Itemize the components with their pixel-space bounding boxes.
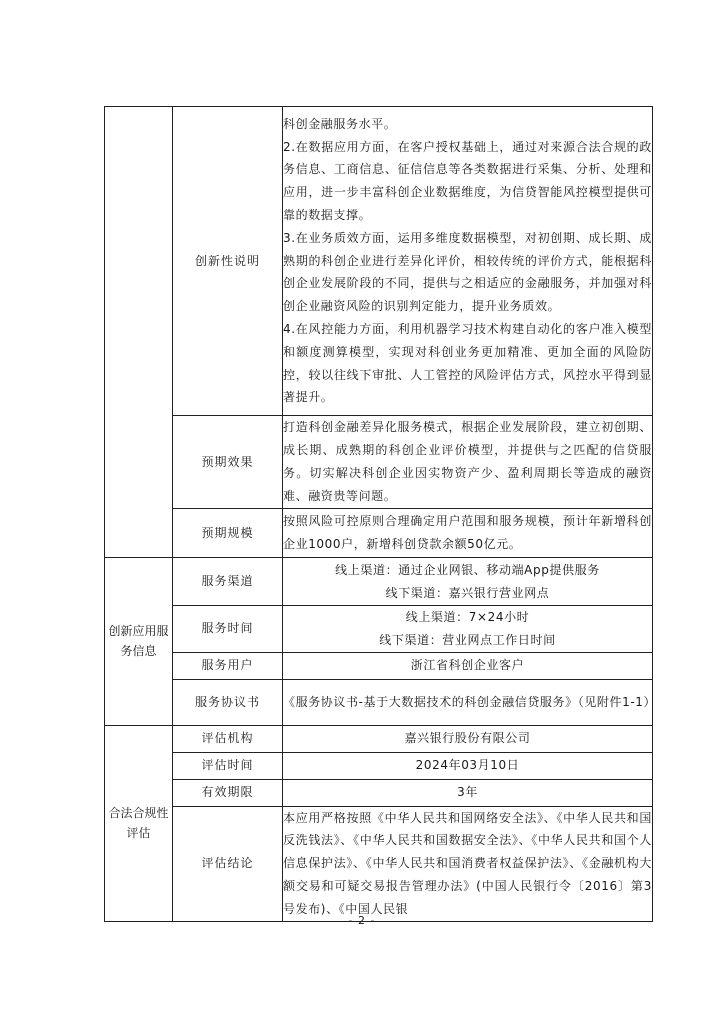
service-agreement-row: [105, 679, 653, 725]
service-agreement-label: 服务协议书: [173, 679, 283, 725]
service-time-content: [283, 606, 653, 653]
innovation-paragraph-2: 2.在数据应用方面，在客户授权基础上，通过对来源合法合规的政务信息、工商信息、征信信息等各类数据进行采集、分析、处理和应用，进一步丰富科创企业数据维度，为信贷智能风控模型提供可靠的数据支撑。: [283, 139, 652, 222]
compliance-org-text: 嘉兴银行股份有限公司: [283, 725, 653, 752]
service-info-group-label: 创新应用服务信息: [105, 558, 173, 726]
compliance-org-row: [105, 725, 653, 752]
expected-effect-label: 预期效果: [173, 416, 283, 509]
compliance-validity-text: 3年: [283, 779, 653, 806]
service-time-row: [105, 606, 653, 653]
innovation-paragraph-4: 4.在风控能力方面，利用机器学习技术构建自动化的客户准入模型和额度测算模型，实现对科创业务更加精准、更加全面的风险防控，较以往线下审批、人工管控的风险评估方式，风控水平得到显著提升。: [283, 321, 652, 405]
compliance-org-label: 评估机构: [173, 725, 283, 752]
service-users-text: 浙江省科创企业客户: [283, 652, 653, 679]
compliance-time-row: [105, 752, 653, 779]
compliance-group-label: 合法合规性评估: [105, 725, 173, 921]
service-channel-online: 线上渠道：通过企业网银、移动端App提供服务: [335, 562, 600, 577]
service-channel-content: [283, 558, 653, 606]
compliance-validity-label: 有效期限: [173, 779, 283, 806]
service-channel-row: [105, 558, 653, 606]
service-agreement-text: 《服务协议书-基于大数据技术的科创金融信贷服务》（见附件1-1）: [283, 679, 653, 725]
service-time-online: 线上渠道：7×24小时: [405, 610, 530, 624]
innovation-content: [283, 107, 653, 416]
compliance-conclusion-row: [105, 806, 653, 921]
expected-effect-text: 打造科创金融差异化服务模式，根据企业发展阶段，建立初创期、成长期、成熟期的科创企业评价模型，并提供与之匹配的信贷服务。切实解决科创企业因实物资产少、盈利周期长等造成的融资难、融资贵等问题。: [283, 416, 653, 509]
application-info-table: [104, 106, 657, 922]
compliance-time-label: 评估时间: [173, 752, 283, 779]
service-users-row: [105, 652, 653, 679]
compliance-conclusion-text: 本应用严格按照《中华人民共和国网络安全法》、《中华人民共和国反洗钱法》、《中华人民共和国数据安全法》、《中华人民共和国个人信息保护法》、《中华人民共和国消费者权益保护法》、《金融机构大额交易和可疑交易报告管理办法》(中国人民银行令〔2016〕第3号发布)、《中国人民银: [283, 806, 653, 921]
expected-effect-row: [105, 416, 653, 509]
innovation-row: [105, 107, 653, 416]
service-users-label: 服务用户: [173, 652, 283, 679]
expected-scale-label: 预期规模: [173, 509, 283, 558]
compliance-time-text: 2024年03月10日: [283, 752, 653, 779]
service-time-offline: 线下渠道：营业网点工作日时间: [379, 632, 556, 647]
service-time-label: 服务时间: [173, 606, 283, 653]
service-channel-label: 服务渠道: [173, 558, 283, 606]
compliance-conclusion-label: 评估结论: [173, 806, 283, 921]
expected-scale-text: 按照风险可控原则合理确定用户范围和服务规模，预计年新增科创企业1000户，新增科创贷款余额50亿元。: [283, 509, 653, 558]
compliance-validity-row: [105, 779, 653, 806]
innovation-group-cell: [105, 107, 173, 558]
expected-scale-row: [105, 509, 653, 558]
innovation-paragraph-3: 3.在业务质效方面，运用多维度数据模型，对初创期、成长期、成熟期的科创企业进行差异化评价，相较传统的评价方式，能根据科创企业发展阶段的不同，提供与之相适应的金融服务，并加强对科创企业融资风险的识别判定能力，提升业务质效。: [283, 230, 652, 314]
innovation-paragraph-1: 科创金融服务水平。: [283, 116, 397, 131]
service-channel-offline: 线下渠道：嘉兴银行营业网点: [385, 585, 550, 600]
page-number: - 2 -: [348, 914, 376, 927]
innovation-label: 创新性说明: [173, 107, 283, 416]
